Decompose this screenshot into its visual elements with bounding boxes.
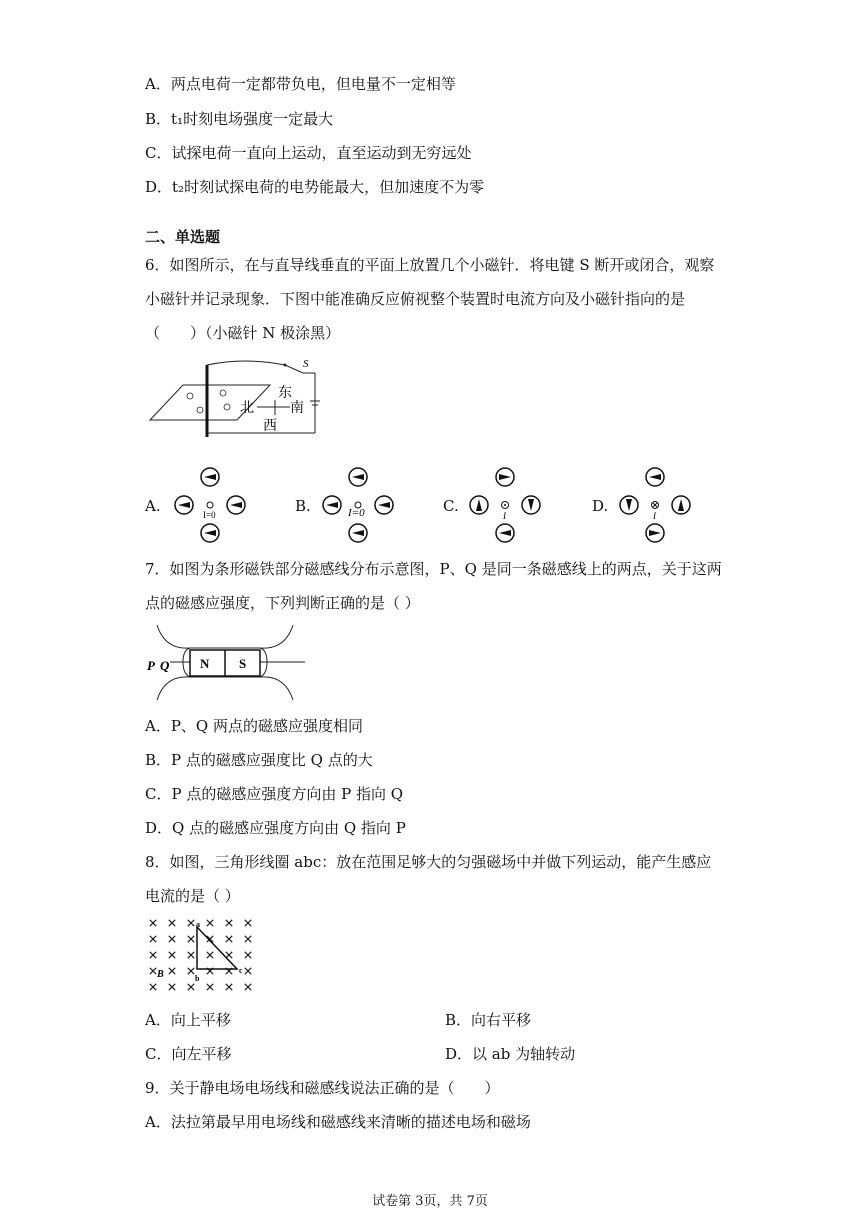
q8-stem-line1: 8．如图，三角形线圈 abc：放在范围足够大的匀强磁场中并做下列运动，能产生感应 xyxy=(145,853,712,871)
vertex-b-label: b xyxy=(195,974,200,983)
q6-circuit-figure xyxy=(145,355,325,440)
q6-option-c-figure xyxy=(465,465,545,545)
vertex-c-label: c xyxy=(239,966,243,975)
q8-option-a: A．向上平移 xyxy=(145,1011,231,1029)
q7-option-d: D．Q 点的磁感应强度方向由 Q 指向 P xyxy=(145,819,406,837)
q6-option-a-label: A. xyxy=(145,497,161,515)
q7-option-a: A．P、Q 两点的磁感应强度相同 xyxy=(145,717,363,735)
q7-stem-line2: 点的磁感应强度，下列判断正确的是（ ） xyxy=(145,594,420,612)
q9-stem: 9．关于静电场电场线和磁感线说法正确的是（ ） xyxy=(145,1079,500,1097)
q7-magnet-figure xyxy=(145,620,315,705)
q8-stem-line2: 电流的是（ ） xyxy=(145,887,240,905)
q8-coil-figure xyxy=(145,915,265,995)
page-footer: 试卷第 3页，共 7页 xyxy=(372,1194,488,1209)
q6-stem-line2: 小磁针并记录现象．下图中能准确反应俯视整个装置时电流方向及小磁针指向的是 xyxy=(145,290,686,308)
section-title: 二、单选题 xyxy=(145,228,221,246)
q6-option-c-current: I xyxy=(503,511,506,521)
q6-stem-line1: 6．如图所示，在与直导线垂直的平面上放置几个小磁针．将电键 S 断开或闭合，观察 xyxy=(145,256,715,274)
point-p-label: P xyxy=(147,658,155,673)
field-b-label: B xyxy=(157,969,164,980)
north-label: 北 xyxy=(240,401,254,416)
q6-option-a-figure xyxy=(170,465,250,545)
q6-option-c-label: C. xyxy=(443,497,459,515)
q7-stem-line1: 7．如图为条形磁铁部分磁感线分布示意图，P、Q 是同一条磁感线上的两点，关于这两 xyxy=(145,560,722,578)
switch-label: S xyxy=(303,358,309,370)
q6-option-b-figure xyxy=(318,465,398,545)
q6-option-b-current: I=0 xyxy=(348,507,365,519)
point-q-label: Q xyxy=(160,658,170,673)
q5-option-c: C．试探电荷一直向上运动，直至运动到无穷远处 xyxy=(145,144,472,162)
south-label: 南 xyxy=(290,401,304,416)
q5-option-b: B．t₁时刻电场强度一定最大 xyxy=(145,110,334,128)
q7-option-b: B．P 点的磁感应强度比 Q 点的大 xyxy=(145,751,373,769)
q9-option-a: A．法拉第最早用电场线和磁感线来清晰的描述电场和磁场 xyxy=(145,1113,531,1131)
q6-stem-line3: （ ）（小磁针 N 极涂黑） xyxy=(145,324,341,342)
q6-option-d-current: I xyxy=(653,511,656,521)
q6-option-d-figure xyxy=(615,465,695,545)
q8-option-b: B．向右平移 xyxy=(445,1011,532,1029)
east-label: 东 xyxy=(278,386,292,401)
q5-option-d: D．t₂时刻试探电荷的电势能最大，但加速度不为零 xyxy=(145,178,485,196)
q6-option-a-current: I=0 xyxy=(203,510,216,520)
magnet-s-label: S xyxy=(239,656,247,671)
q6-option-b-label: B. xyxy=(295,497,311,515)
q6-option-d-label: D. xyxy=(592,497,609,515)
q7-option-c: C．P 点的磁感应强度方向由 P 指向 Q xyxy=(145,785,404,803)
west-label: 西 xyxy=(263,419,277,434)
q8-option-d: D．以 ab 为轴转动 xyxy=(445,1045,576,1063)
magnet-n-label: N xyxy=(200,656,210,671)
q5-option-a: A．两点电荷一定都带负电，但电量不一定相等 xyxy=(145,75,456,93)
vertex-a-label: a xyxy=(196,920,200,929)
q8-option-c: C．向左平移 xyxy=(145,1045,232,1063)
